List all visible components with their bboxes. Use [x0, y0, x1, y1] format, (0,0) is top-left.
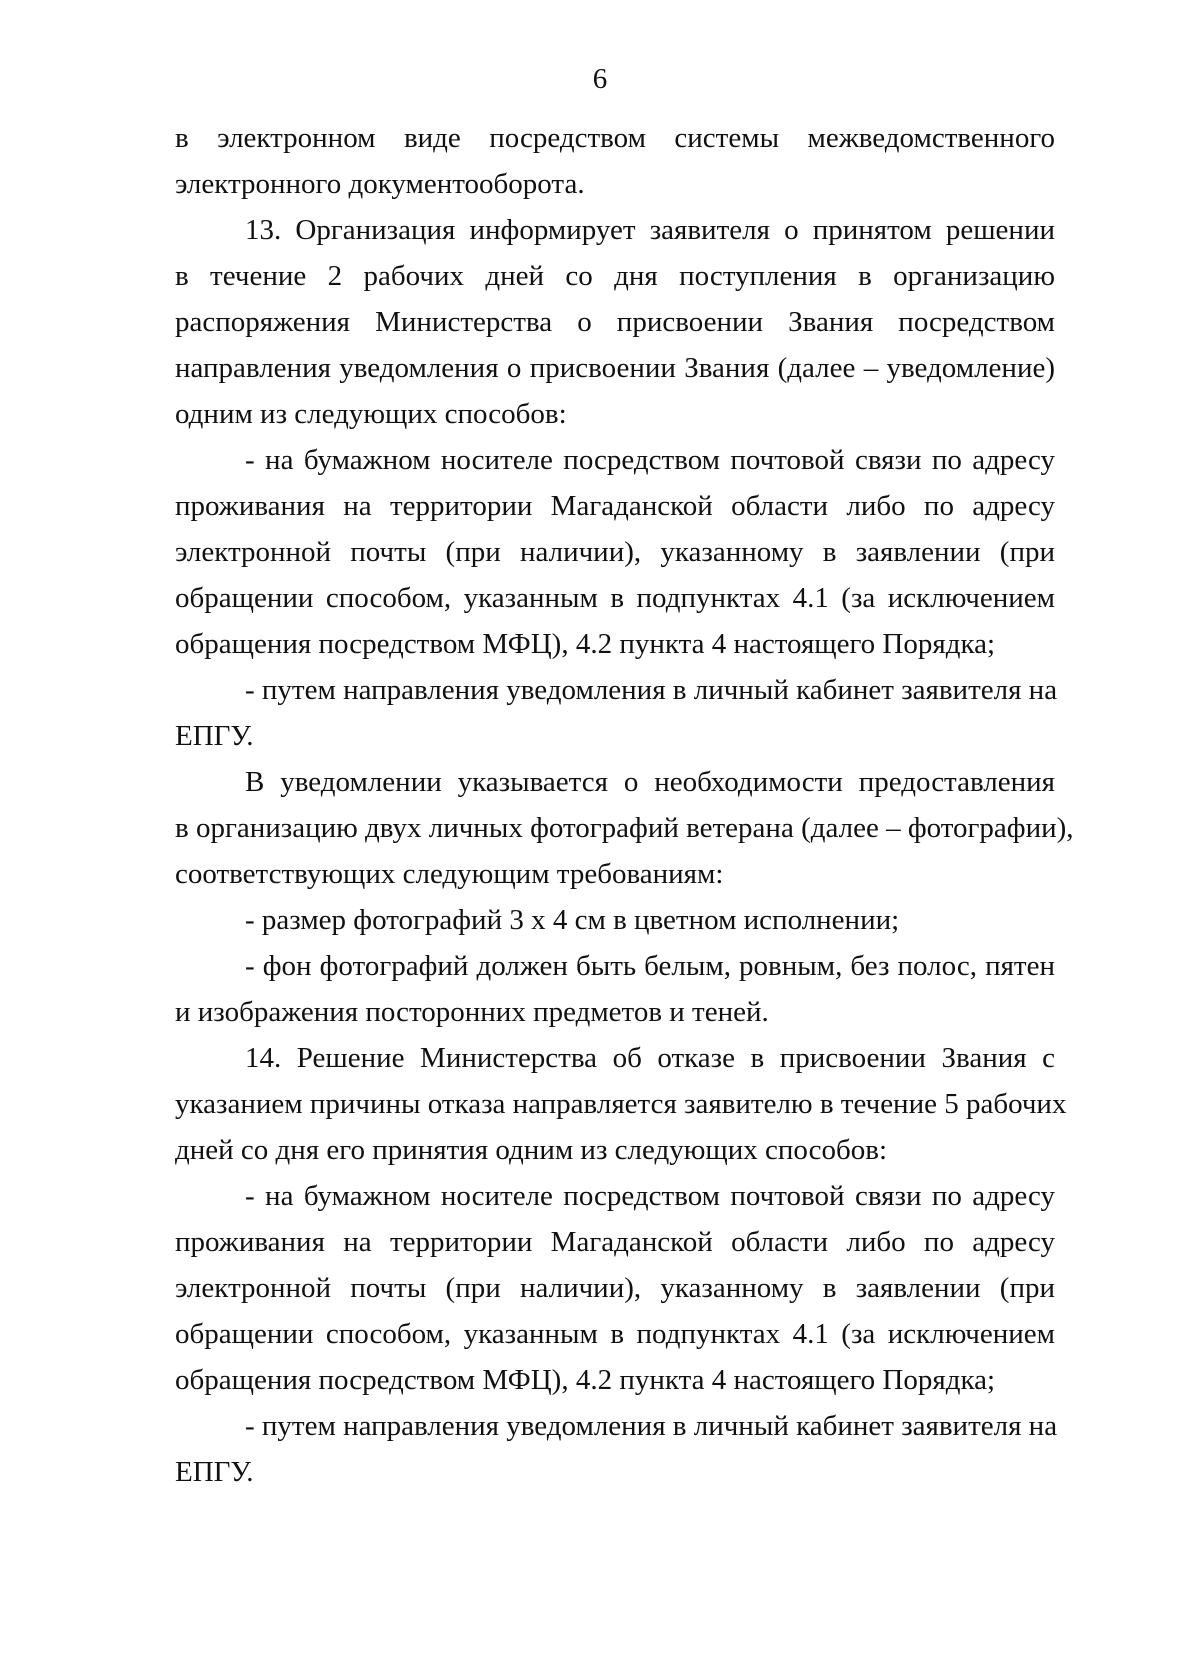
document-body	[175, 115, 1074, 1495]
paragraph	[175, 207, 1055, 437]
text-line: - на бумажном носителе посредством почтовой связи по адресу	[245, 1180, 1055, 1212]
text-line: - путем направления уведомления в личный кабинет заявителя на	[245, 674, 1058, 706]
paragraph	[175, 897, 1055, 943]
text-line: дней со дня его принятия одним из следующих способов:	[175, 1134, 888, 1166]
text-line: соответствующих следующим требованиям:	[175, 858, 724, 890]
paragraph	[175, 759, 1074, 897]
paragraph	[175, 437, 1055, 667]
text-line: и изображения посторонних предметов и теней.	[175, 996, 769, 1028]
paragraph	[175, 667, 1058, 759]
text-line: обращения посредством МФЦ), 4.2 пункта 4 настоящего Порядка;	[175, 1364, 996, 1396]
text-line: в течение 2 рабочих дней со дня поступления в организацию	[175, 260, 1055, 292]
text-line: проживания на территории Магаданской области либо по адресу	[175, 1226, 1055, 1258]
paragraph	[175, 1035, 1067, 1173]
paragraph	[175, 943, 1055, 1035]
text-line: - путем направления уведомления в личный кабинет заявителя на	[245, 1410, 1058, 1442]
text-line: ЕПГУ.	[175, 1456, 254, 1488]
text-line: обращения посредством МФЦ), 4.2 пункта 4 настоящего Порядка;	[175, 628, 996, 660]
text-line: В уведомлении указывается о необходимости предоставления	[245, 766, 1055, 798]
text-line: обращении способом, указанным в подпунктах 4.1 (за исключением	[175, 1318, 1055, 1350]
page-number: 6	[592, 63, 608, 95]
text-line: обращении способом, указанным в подпунктах 4.1 (за исключением	[175, 582, 1055, 614]
text-line: электронной почты (при наличии), указанному в заявлении (при	[175, 536, 1055, 568]
text-line: - размер фотографий 3 х 4 см в цветном исполнении;	[245, 904, 900, 936]
text-line: - фон фотографий должен быть белым, ровным, без полос, пятен	[245, 950, 1055, 982]
text-line: - на бумажном носителе посредством почтовой связи по адресу	[245, 444, 1055, 476]
paragraph	[175, 115, 1055, 207]
text-line: одним из следующих способов:	[175, 398, 567, 430]
paragraph	[175, 1403, 1058, 1495]
text-line: в организацию двух личных фотографий ветерана (далее – фотографии),	[175, 812, 1074, 844]
text-line: направления уведомления о присвоении Звания (далее – уведомление)	[175, 352, 1055, 384]
text-line: проживания на территории Магаданской области либо по адресу	[175, 490, 1055, 522]
text-line: распоряжения Министерства о присвоении Звания посредством	[175, 306, 1055, 338]
text-line: в электронном виде посредством системы межведомственного	[175, 122, 1055, 154]
text-line: электронного документооборота.	[175, 168, 585, 200]
text-line: ЕПГУ.	[175, 720, 254, 752]
text-line: 14. Решение Министерства об отказе в присвоении Звания с	[245, 1042, 1055, 1074]
text-line: указанием причины отказа направляется заявителю в течение 5 рабочих	[175, 1088, 1067, 1120]
paragraph	[175, 1173, 1055, 1403]
text-line: электронной почты (при наличии), указанному в заявлении (при	[175, 1272, 1055, 1304]
text-line: 13. Организация информирует заявителя о принятом решении	[245, 214, 1055, 246]
